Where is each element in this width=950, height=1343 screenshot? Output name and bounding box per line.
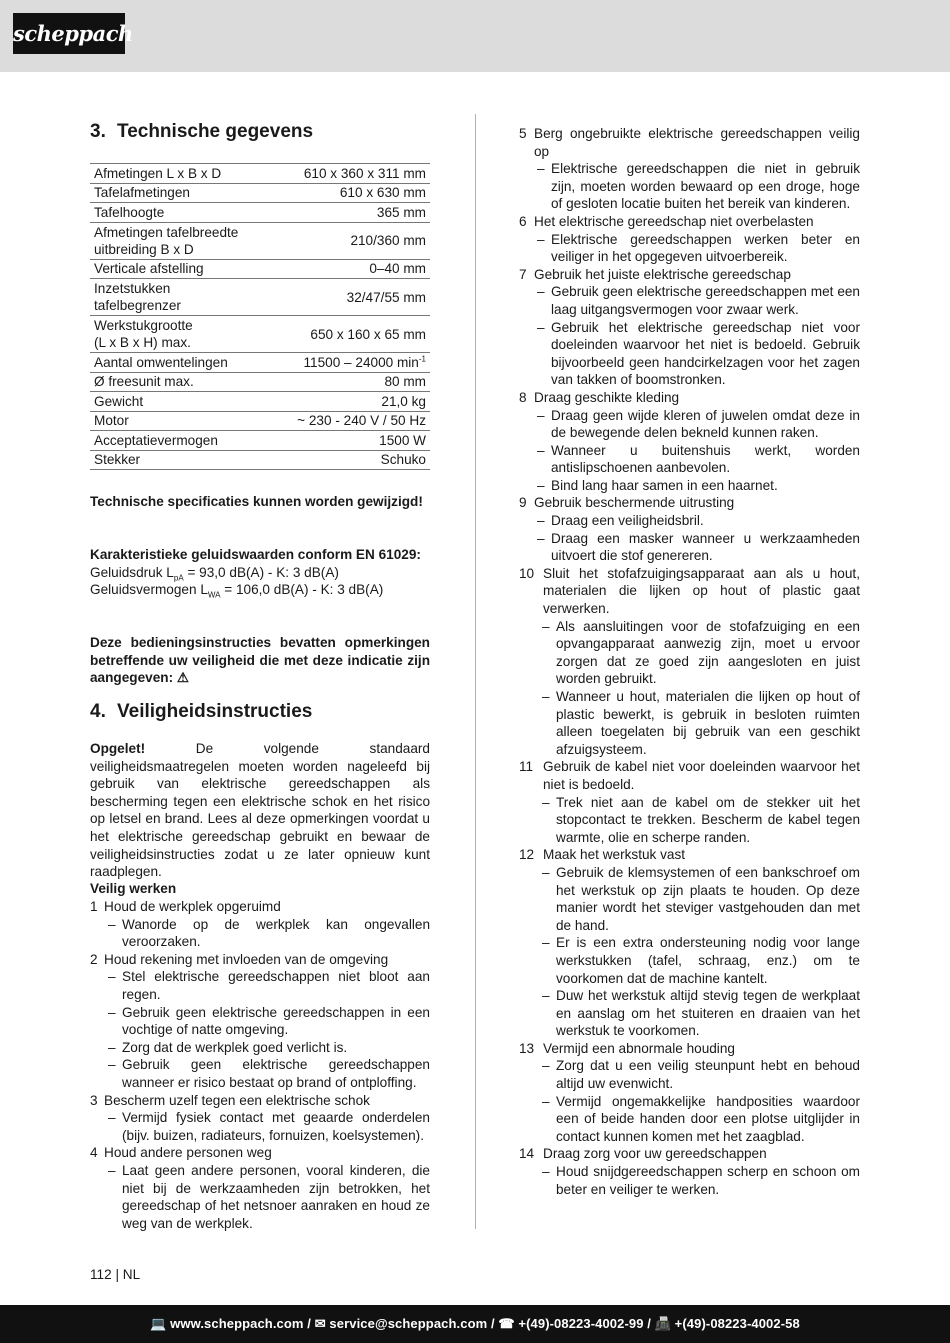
spec-value: 365 mm bbox=[269, 203, 430, 223]
safe-work-subheading: Veilig werken bbox=[90, 881, 177, 896]
spec-value: 610 x 360 x 311 mm bbox=[269, 164, 430, 184]
spec-row bbox=[90, 183, 430, 203]
safety-intro: Opgelet! De volgende standaard veiligheidsmaatregelen moeten worden nageleefd bij gebruik van elektrische gereedschappen als bescherming tegen een elektrische schok en het risico op letsel en brand. Lees al deze opmerkingen voordat u het elektrische gereedschap gebruikt en bewaar de veiligheidsinstructies zodat u ze later opnieuw kunt raadplegen. bbox=[90, 741, 430, 880]
spec-value: 1500 W bbox=[269, 431, 430, 451]
safety-item bbox=[90, 898, 430, 951]
safety-item-title: 12 Maak het werkstuk vast bbox=[519, 847, 686, 863]
safety-item-bullet: – Houd snijdgereedschappen scherp en schoon om beter en veiliger te werken. bbox=[542, 1164, 860, 1197]
scheppach-logo: scheppach bbox=[13, 13, 125, 54]
safety-item-title: 7 Gebruik het juiste elektrische gereedschap bbox=[519, 266, 791, 282]
spec-value: 11500 – 24000 $\min^{-1}$ bbox=[269, 353, 430, 373]
spec-label: Werkstukgrootte (L x B x H) max. bbox=[90, 316, 269, 353]
safety-item bbox=[519, 1040, 860, 1146]
sound-pressure-line: Geluidsdruk $L_{pA} = 93,0$ dB(A) - K: 3 dB(A) bbox=[90, 564, 339, 583]
spec-label: Motor bbox=[90, 411, 269, 431]
safety-list-right bbox=[519, 125, 860, 1198]
safety-item-bullet: – Bind lang haar samen in een haarnet. bbox=[537, 477, 778, 493]
safety-item-title: 4 Houd andere personen weg bbox=[90, 1145, 272, 1161]
safety-item-bullet: – Gebruik het elektrische gereedschap niet voor doeleinden waarvoor het niet is bedoeld. Gebruik bijvoorbeeld geen handcirkelzagen voor het zagen van takken of boomstronken. bbox=[537, 319, 860, 388]
spec-label: Verticale afstelling bbox=[90, 259, 269, 279]
spec-value: 610 x 630 mm bbox=[269, 183, 430, 203]
safety-indication-note: Deze bedieningsinstructies bevatten opmerkingen betreffende uw veiligheid die met deze indicatie zijn aangegeven: ⚠ bbox=[90, 635, 430, 686]
spec-value: 80 mm bbox=[269, 372, 430, 392]
footer-contact-bar: 💻 www.scheppach.com / ✉ service@scheppach.com / ☎ +(49)-08223-4002-99 / 📠 +(49)-08223-4002-58 bbox=[0, 1305, 950, 1343]
spec-value: 650 x 160 x 65 mm bbox=[269, 316, 430, 353]
safety-item bbox=[90, 951, 430, 1092]
spec-row bbox=[90, 392, 430, 412]
safety-item-bullet: – Vermijd ongemakkelijke handposities waardoor een of beide handen door een plotse uitglijder in contact kunnen komen met het zaagblad. bbox=[542, 1093, 860, 1144]
safety-item-bullet: – Gebruik geen elektrische gereedschappen in een vochtige of natte omgeving. bbox=[108, 1004, 430, 1038]
spec-value: 32/47/55 mm bbox=[269, 279, 430, 316]
safety-item-bullet: – Als aansluitingen voor de stofafzuiging en een opvangapparaat aanwezig zijn, moet u ervoor zorgen dat ze goed zijn aangesloten en juist worden gebruikt. bbox=[542, 618, 860, 687]
page-number: 112 | NL bbox=[90, 1267, 141, 1282]
safety-item bbox=[519, 565, 860, 759]
noise-values bbox=[90, 546, 430, 599]
spec-value: Schuko bbox=[269, 450, 430, 470]
safety-item-bullet: – Laat geen andere personen, vooral kinderen, die niet bij de werkzaamheden zijn betrokken, het gereedschap of het netsnoer aanraken en houd ze weg van de werkplek. bbox=[108, 1162, 430, 1231]
safety-item-bullet: – Zorg dat u een veilig steunpunt hebt en behoud altijd uw evenwicht. bbox=[542, 1058, 860, 1092]
safety-item bbox=[519, 125, 860, 213]
noise-title: Karakteristieke geluidswaarden conform EN 61029: bbox=[90, 547, 421, 562]
spec-value: 21,0 kg bbox=[269, 392, 430, 412]
spec-row bbox=[90, 222, 430, 259]
header-bar bbox=[0, 0, 950, 72]
safety-item-title: 13 Vermijd een abnormale houding bbox=[519, 1040, 735, 1056]
spec-row bbox=[90, 431, 430, 451]
spec-value: 0–40 mm bbox=[269, 259, 430, 279]
safety-item-bullet: – Er is een extra ondersteuning nodig voor lange werkstukken (tafel, schraag, enz.) om te voorkomen dat de machine kantelt. bbox=[542, 935, 860, 986]
safety-item-bullet: – Draag een veiligheidsbril. bbox=[537, 513, 704, 529]
safety-item-bullet: – Trek niet aan de kabel om de stekker uit het stopcontact te trekken. Bescherm de kabel tegen warmte, olie en scherpe randen. bbox=[542, 794, 860, 845]
safety-item bbox=[90, 1092, 430, 1145]
spec-label: Gewicht bbox=[90, 392, 269, 412]
safety-item bbox=[519, 846, 860, 1040]
safety-item-title: 14 Draag zorg voor uw gereedschappen bbox=[519, 1146, 767, 1162]
safety-item bbox=[519, 266, 860, 389]
safety-item-title: 3 Bescherm uzelf tegen een elektrische schok bbox=[90, 1092, 370, 1108]
spec-value: ~ 230 - 240 V / 50 Hz bbox=[269, 411, 430, 431]
safety-item-bullet: – Zorg dat de werkplek goed verlicht is. bbox=[108, 1039, 348, 1055]
safety-item bbox=[519, 389, 860, 495]
safety-item-title: 9 Gebruik beschermende uitrusting bbox=[519, 495, 735, 511]
spec-row bbox=[90, 450, 430, 470]
safety-item-bullet: – Wanneer u hout, materialen die lijken op hout of plastic bewerkt, is gebruik in besloten ruimten alleen toegelaten bij gebruik van een geschikt afzuigsysteem. bbox=[542, 689, 860, 757]
spec-label: Afmetingen L x B x D bbox=[90, 164, 269, 184]
spec-label: Tafelafmetingen bbox=[90, 183, 269, 203]
safety-item-bullet: – Wanneer u buitenshuis werkt, worden antislipschoenen aanbevolen. bbox=[537, 442, 860, 476]
safety-item-title: 1 Houd de werkplek opgeruimd bbox=[90, 899, 281, 914]
safety-item bbox=[519, 494, 860, 564]
safety-item bbox=[519, 1145, 860, 1198]
sound-power-line: Geluidsvermogen $L_{WA} = 106,0$ dB(A) - K: 3 dB(A) bbox=[90, 582, 384, 600]
spec-label: Inzetstukken tafelbegrenzer bbox=[90, 279, 269, 316]
safety-item-bullet: – Vermijd fysiek contact met geaarde onderdelen (bijv. buizen, radiateurs, fornuizen, koelsystemen). bbox=[108, 1110, 430, 1143]
safety-item-bullet: – Draag geen wijde kleren of juwelen omdat deze in de bewegende delen bekneld kunnen raken. bbox=[537, 407, 860, 441]
safety-item-bullet: – Draag een masker wanneer u werkzaamheden uitvoert die stof genereren. bbox=[537, 530, 860, 564]
spec-row bbox=[90, 316, 430, 353]
safety-item-bullet: – Stel elektrische gereedschappen niet bloot aan regen. bbox=[108, 969, 430, 1002]
safety-item-title: 11 Gebruik de kabel niet voor doeleinden waarvoor het niet is bedoeld. bbox=[519, 759, 860, 792]
spec-label: Aantal omwentelingen bbox=[90, 353, 269, 373]
spec-row bbox=[90, 164, 430, 184]
spec-row bbox=[90, 259, 430, 279]
safety-item-bullet: – Gebruik geen elektrische gereedschappen wanneer er risico bestaat op brand of ontploffing. bbox=[108, 1057, 430, 1090]
safety-item bbox=[519, 758, 860, 846]
spec-table bbox=[90, 163, 430, 470]
safety-list-left bbox=[90, 898, 430, 1232]
spec-label: Tafelhoogte bbox=[90, 203, 269, 223]
safety-item-bullet: – Elektrische gereedschappen die niet in gebruik zijn, moeten worden bewaard op een droge, hoge of gesloten locatie buiten het bereik van kinderen. bbox=[537, 161, 860, 212]
spec-label: Stekker bbox=[90, 450, 269, 470]
spec-row bbox=[90, 203, 430, 223]
safety-item-bullet: – Gebruik geen elektrische gereedschappen met een laag uitgangsvermogen voor zwaar werk. bbox=[537, 284, 860, 317]
safety-item-title: 10 Sluit het stofafzuigingsapparaat aan als u hout, materialen die lijken op hout of plastic gaat verwerken. bbox=[519, 565, 860, 617]
safety-item-bullet: – Gebruik de klemsystemen of een bankschroef om het werkstuk op zijn plaats te houden. Op deze manier wordt het steviger vastgehouden dan met de hand. bbox=[542, 864, 860, 933]
spec-value: 210/360 mm bbox=[269, 222, 430, 259]
spec-row bbox=[90, 372, 430, 392]
column-divider bbox=[475, 114, 476, 1229]
spec-label: Afmetingen tafelbreedte uitbreiding B x D bbox=[90, 222, 269, 259]
safety-item bbox=[519, 213, 860, 266]
spec-label: Ø freesunit max. bbox=[90, 372, 269, 392]
section-heading-technical-data: 3. Technische gegevens bbox=[90, 121, 314, 142]
safety-item-title: 6 Het elektrische gereedschap niet overbelasten bbox=[519, 213, 814, 229]
safety-item bbox=[90, 1144, 430, 1232]
safety-item-bullet: – Elektrische gereedschappen werken beter en veiliger in het opgegeven uitvoerbereik. bbox=[537, 231, 860, 265]
safety-item-title: 2 Houd rekening met invloeden van de omgeving bbox=[90, 951, 389, 967]
spec-label: Acceptatievermogen bbox=[90, 431, 269, 451]
section-heading-safety: 4. Veiligheidsinstructies bbox=[90, 701, 313, 722]
safety-item-title: 5 Berg ongebruikte elektrische gereedschappen veilig op bbox=[519, 126, 860, 159]
safety-item-bullet: – Duw het werkstuk altijd stevig tegen de werkplaat en aanslag om het stuiteren en draaien van het werkstuk te voorkomen. bbox=[542, 988, 860, 1039]
tech-change-note: Technische specificaties kunnen worden gewijzigd! bbox=[90, 494, 423, 509]
safety-item-title: 8 Draag geschikte kleding bbox=[519, 389, 680, 405]
spec-row bbox=[90, 353, 430, 373]
spec-row bbox=[90, 411, 430, 431]
spec-row bbox=[90, 279, 430, 316]
safety-item-bullet: – Wanorde op de werkplek kan ongevallen veroorzaken. bbox=[108, 916, 430, 950]
